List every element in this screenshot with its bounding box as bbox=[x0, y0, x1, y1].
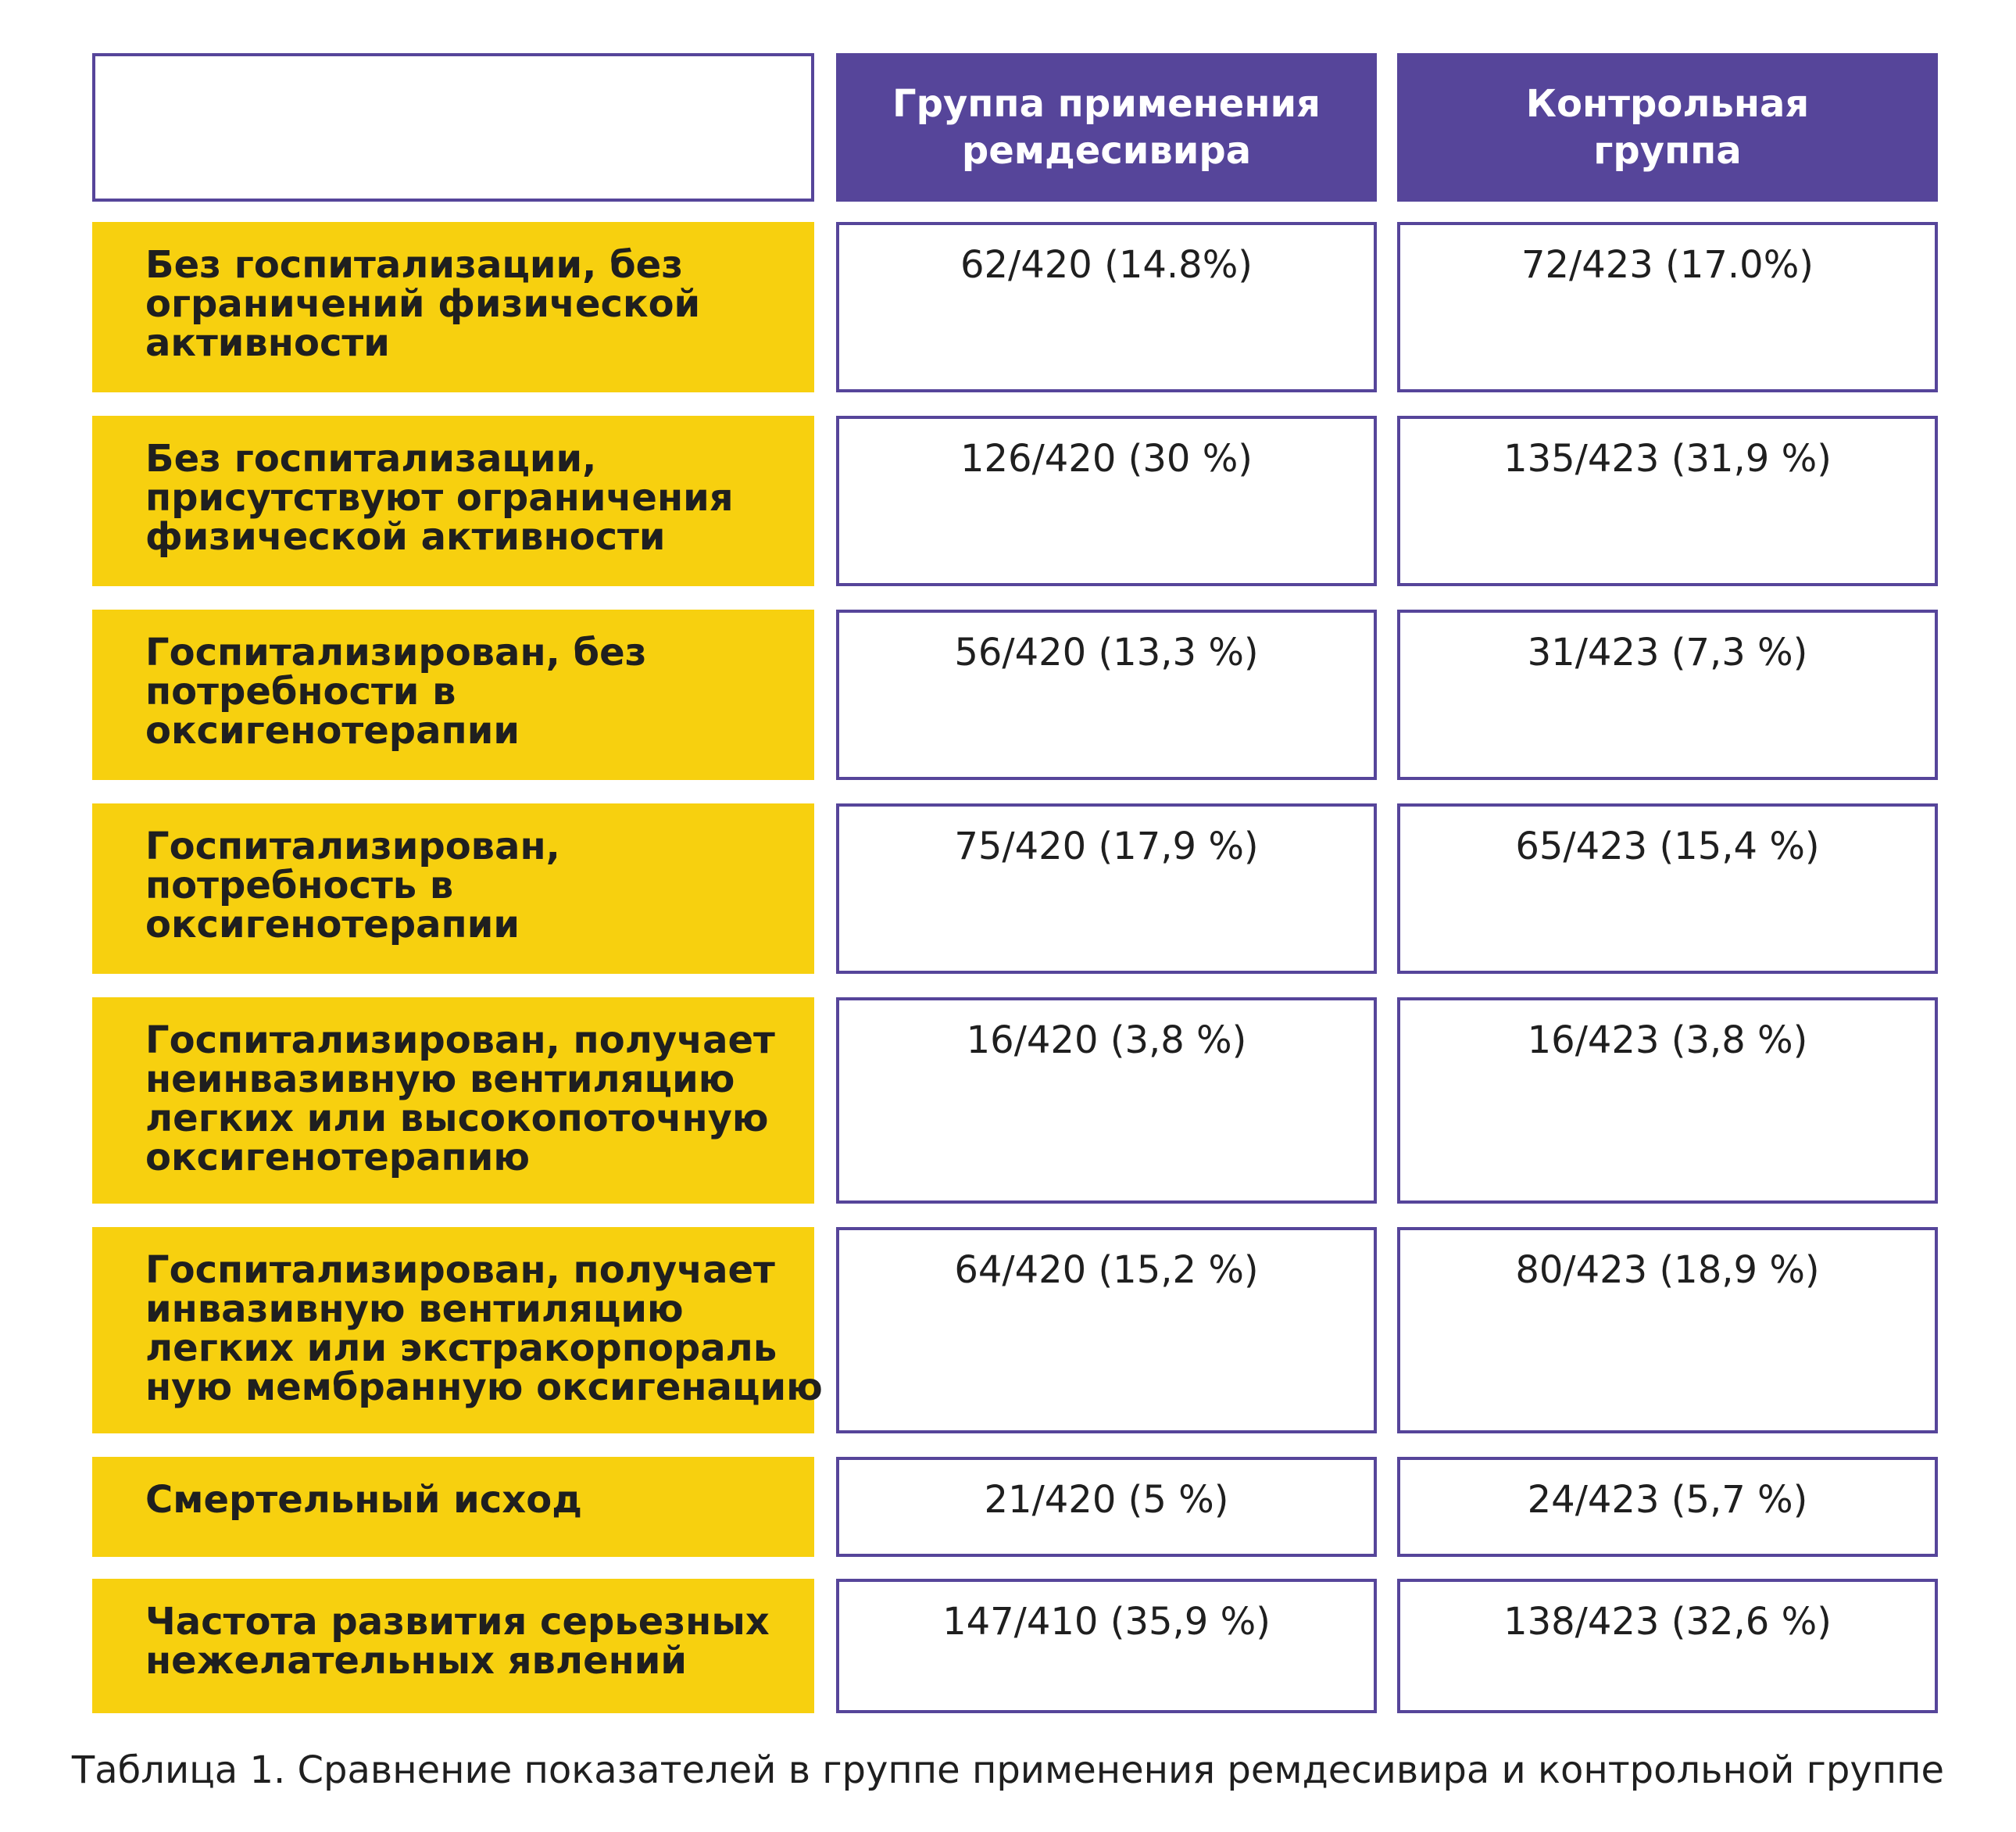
row-label-line: активности bbox=[145, 321, 390, 365]
row-label-line: легких или высокопоточную bbox=[145, 1097, 769, 1140]
row-label bbox=[92, 222, 814, 392]
row-label-line: Частота развития серьезных bbox=[145, 1600, 770, 1644]
header-remdesivir-group bbox=[836, 53, 1377, 202]
header-control-group bbox=[1397, 53, 1938, 202]
row-label-line: оксигенотерапии bbox=[145, 903, 520, 946]
table-corner-cell bbox=[92, 53, 814, 202]
row-label-line: Без госпитализации, bbox=[145, 437, 597, 481]
remdesivir-value: 64/420 (15,2 %) bbox=[836, 1227, 1377, 1433]
row-label-line: потребность в bbox=[145, 864, 454, 907]
table-caption: Таблица 1. Сравнение показателей в группе применения ремдесивира и контрольной группе bbox=[71, 1748, 1945, 1792]
row-label-line: инвазивную вентиляцию bbox=[145, 1287, 684, 1331]
row-label-line: ограничений физической bbox=[145, 282, 701, 326]
row-label-line: Госпитализирован, получает bbox=[145, 1018, 775, 1062]
control-value: 72/423 (17.0%) bbox=[1397, 222, 1938, 392]
row-label bbox=[92, 416, 814, 586]
remdesivir-value: 56/420 (13,3 %) bbox=[836, 610, 1377, 780]
row-label bbox=[92, 803, 814, 974]
control-value: 24/423 (5,7 %) bbox=[1397, 1457, 1938, 1557]
header-remdesivir-line2: ремдесивира bbox=[961, 129, 1252, 173]
row-label bbox=[92, 997, 814, 1204]
header-control-line2: группа bbox=[1593, 129, 1742, 173]
control-value: 135/423 (31,9 %) bbox=[1397, 416, 1938, 586]
control-value: 80/423 (18,9 %) bbox=[1397, 1227, 1938, 1433]
control-value: 138/423 (32,6 %) bbox=[1397, 1579, 1938, 1713]
row-label bbox=[92, 1457, 814, 1557]
header-control-line1: Контрольная bbox=[1525, 82, 1810, 126]
row-label bbox=[92, 1227, 823, 1433]
control-value: 65/423 (15,4 %) bbox=[1397, 803, 1938, 974]
remdesivir-value: 75/420 (17,9 %) bbox=[836, 803, 1377, 974]
row-label-line: нежелательных явлений bbox=[145, 1639, 688, 1683]
row-label-line: неинвазивную вентиляцию bbox=[145, 1057, 735, 1101]
row-label bbox=[92, 1579, 814, 1713]
remdesivir-value: 21/420 (5 %) bbox=[836, 1457, 1377, 1557]
control-value: 16/423 (3,8 %) bbox=[1397, 997, 1938, 1204]
row-label-line: Госпитализирован, bbox=[145, 825, 560, 868]
header-remdesivir-line1: Группа применения bbox=[892, 82, 1321, 126]
row-label-line: физической активности bbox=[145, 515, 666, 559]
remdesivir-value: 147/410 (35,9 %) bbox=[836, 1579, 1377, 1713]
row-label-line: оксигенотерапии bbox=[145, 709, 520, 753]
row-label-line: потребности в bbox=[145, 670, 456, 714]
row-label-line: ную мембранную оксигенацию bbox=[145, 1365, 823, 1409]
remdesivir-value: 126/420 (30 %) bbox=[836, 416, 1377, 586]
remdesivir-value: 16/420 (3,8 %) bbox=[836, 997, 1377, 1204]
row-label-line: Госпитализирован, получает bbox=[145, 1248, 775, 1292]
row-label-line: присутствуют ограничения bbox=[145, 476, 734, 520]
row-label bbox=[92, 610, 814, 780]
row-label-line: Без госпитализации, без bbox=[145, 243, 684, 287]
row-label-line: легких или экстракорпораль bbox=[145, 1326, 777, 1370]
row-label-line: Смертельный исход bbox=[145, 1478, 582, 1522]
control-value: 31/423 (7,3 %) bbox=[1397, 610, 1938, 780]
remdesivir-value: 62/420 (14.8%) bbox=[836, 222, 1377, 392]
row-label-line: Госпитализирован, без bbox=[145, 631, 647, 674]
row-label-line: оксигенотерапию bbox=[145, 1136, 530, 1179]
